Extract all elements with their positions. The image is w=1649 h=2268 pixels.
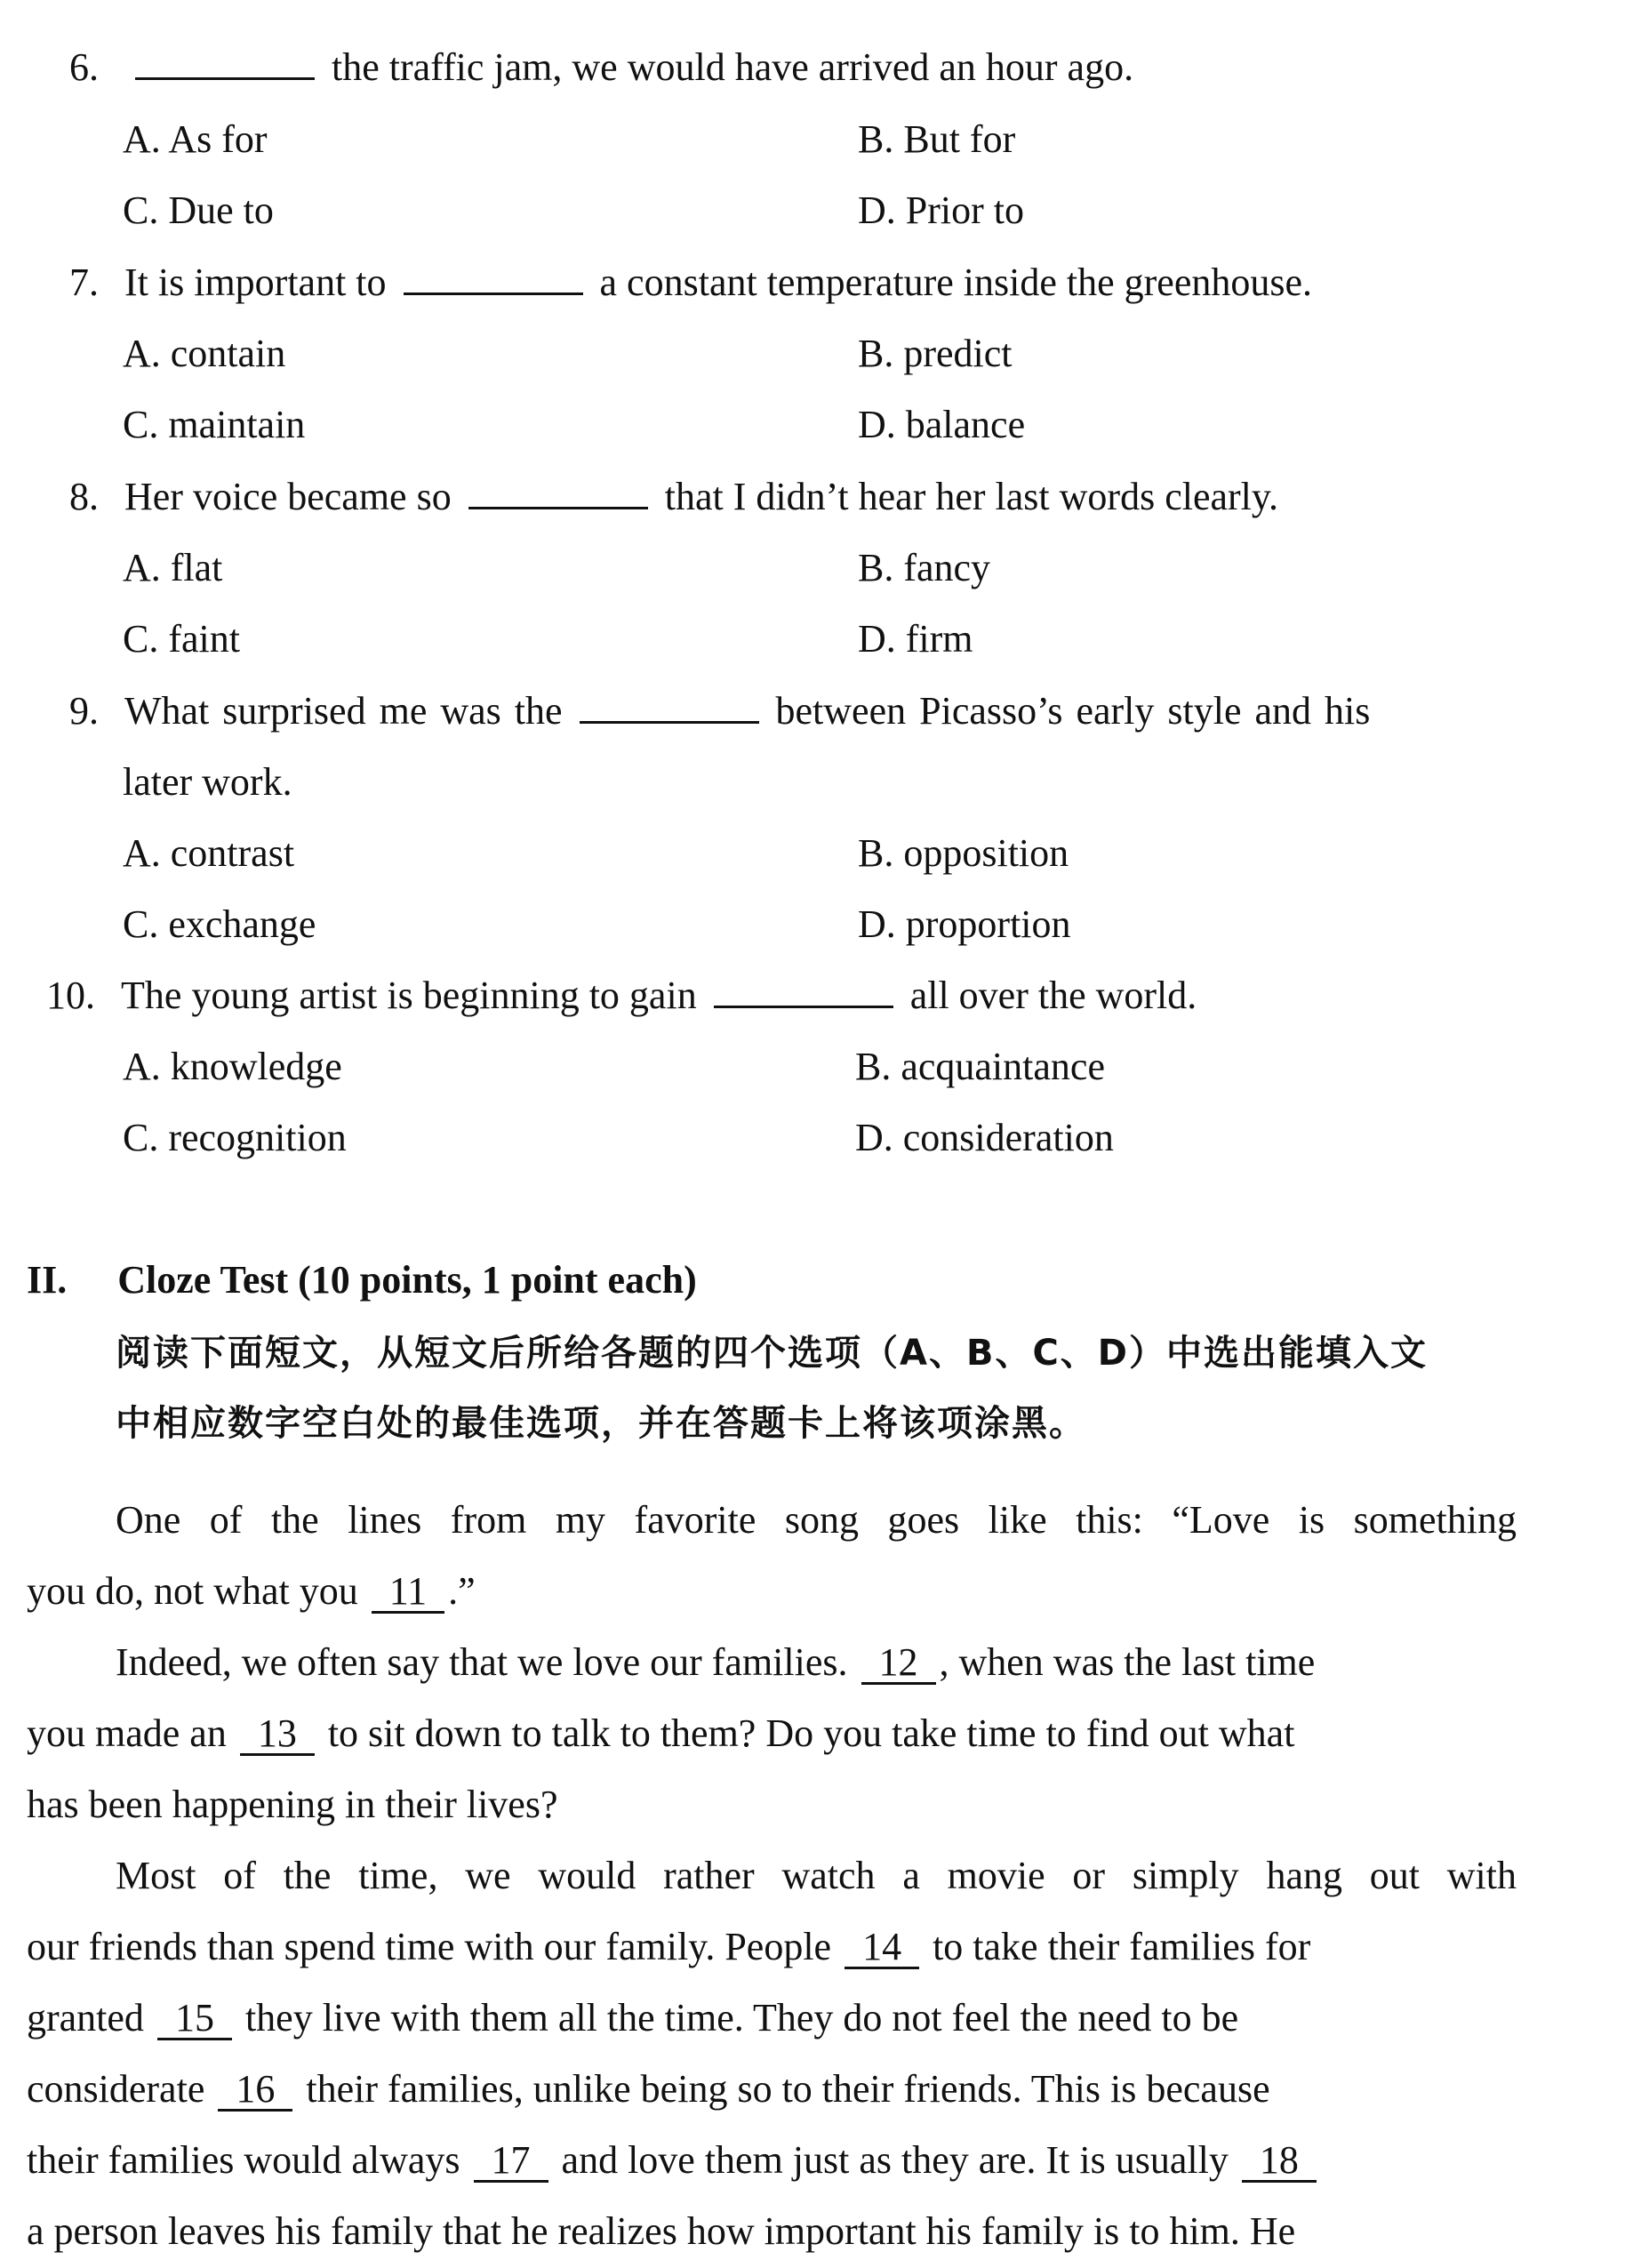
question-text: all over the world.	[909, 974, 1197, 1017]
passage-line: a person leaves his family that he realizes how important his family is to him. He	[27, 2209, 1296, 2253]
option-d: D. Prior to	[858, 188, 1024, 232]
option-b: B. acquaintance	[855, 1045, 1105, 1088]
option-d: D. firm	[858, 617, 973, 661]
question-text: The young artist is beginning to gain	[121, 974, 697, 1017]
option-d: D. consideration	[855, 1116, 1114, 1159]
passage-text: and love them just as they are. It is usually	[561, 2138, 1229, 2182]
passage-text: to sit down to talk to them? Do you take time to find out what	[327, 1711, 1295, 1755]
question-text: the traffic jam, we would have arrived an hour ago.	[332, 45, 1134, 89]
section-heading	[27, 1254, 697, 1306]
option-a: A. contain	[123, 332, 286, 375]
option-c: C. recognition	[123, 1116, 347, 1159]
question-text: a constant temperature inside the greenhouse.	[599, 260, 1313, 304]
option-c: C. Due to	[123, 188, 274, 232]
section-instructions: 中相应数字空白处的最佳选项，并在答题卡上将该项涂黑。	[116, 1403, 1086, 1444]
passage-text: you do, not what you	[27, 1569, 358, 1613]
option-d: D. balance	[858, 403, 1026, 446]
cloze-blank: 17	[474, 2141, 548, 2183]
cloze-blank: 12	[861, 1643, 936, 1685]
answer-blank	[404, 262, 583, 295]
option-c: C. exchange	[123, 902, 316, 946]
section-instructions: 阅读下面短文，从短文后所给各题的四个选项（A、B、C、D）中选出能填入文	[116, 1333, 1429, 1374]
passage-text: Indeed, we often say that we love our families.	[116, 1640, 848, 1684]
question-number: 7.	[69, 260, 99, 304]
cloze-blank: 14	[845, 1927, 919, 1969]
question-number: 6.	[69, 45, 99, 89]
passage-text: their families would always	[27, 2138, 460, 2182]
question-stem	[69, 42, 1133, 93]
question-number: 9.	[69, 689, 99, 733]
passage-text: you made an	[27, 1711, 227, 1755]
question-stem	[69, 257, 1312, 309]
section-numeral: II.	[27, 1258, 68, 1302]
question-text: that I didn’t hear her last words clearly.	[664, 475, 1279, 518]
option-c: C. maintain	[123, 403, 306, 446]
passage-line: Most of the time, we would rather watch a movie or simply hang out with	[116, 1854, 1517, 1897]
option-a: A. knowledge	[123, 1045, 342, 1088]
answer-blank	[135, 47, 315, 80]
question-text: It is important to	[124, 260, 387, 304]
option-a: A. As for	[123, 117, 268, 161]
question-number: 8.	[69, 475, 99, 518]
passage-text: they live with them all the time. They do not feel the need to be	[244, 1996, 1239, 2040]
passage-line: One of the lines from my favorite song goes like this: “Love is something	[116, 1498, 1517, 1542]
passage-text: granted	[27, 1996, 144, 2040]
option-b: B. opposition	[858, 831, 1069, 875]
answer-blank	[714, 975, 893, 1008]
option-b: B. But for	[858, 117, 1016, 161]
option-a: A. flat	[123, 546, 223, 589]
passage-text: to take their families for	[933, 1925, 1311, 1968]
option-b: B. predict	[858, 332, 1013, 375]
option-c: C. faint	[123, 617, 240, 661]
passage-line	[27, 2064, 1270, 2115]
passage-line	[27, 1566, 476, 1617]
passage-line	[116, 1637, 1315, 1688]
passage-text: their families, unlike being so to their friends. This is because	[306, 2067, 1270, 2111]
cloze-blank: 15	[157, 1999, 232, 2040]
question-text: between Picasso’s early style and his	[775, 689, 1371, 733]
option-a: A. contrast	[123, 831, 295, 875]
cloze-blank: 11	[372, 1572, 444, 1614]
passage-text: considerate	[27, 2067, 205, 2111]
question-text: Her voice became so	[124, 475, 452, 518]
question-stem	[69, 471, 1278, 523]
passage-line	[27, 2135, 1320, 2186]
passage-line	[27, 1921, 1310, 1973]
question-stem	[46, 970, 1197, 1022]
passage-text: , when was the last time	[939, 1640, 1316, 1684]
option-d: D. proportion	[858, 902, 1071, 946]
section-title: Cloze Test (10 points, 1 point each)	[117, 1258, 697, 1302]
cloze-blank: 13	[240, 1714, 315, 1756]
question-stem	[69, 685, 1370, 737]
question-text-continuation: later work.	[123, 760, 292, 804]
option-b: B. fancy	[858, 546, 991, 589]
passage-line: has been happening in their lives?	[27, 1783, 558, 1826]
passage-text: our friends than spend time with our family. People	[27, 1925, 832, 1968]
answer-blank	[580, 691, 759, 724]
question-number: 10.	[46, 974, 95, 1017]
passage-text: .”	[448, 1569, 476, 1613]
passage-line	[27, 1992, 1238, 2044]
answer-blank	[468, 477, 648, 509]
cloze-blank: 16	[218, 2070, 292, 2112]
cloze-blank: 18	[1242, 2141, 1317, 2183]
passage-line	[27, 1708, 1294, 1759]
question-text: What surprised me was the	[124, 689, 563, 733]
